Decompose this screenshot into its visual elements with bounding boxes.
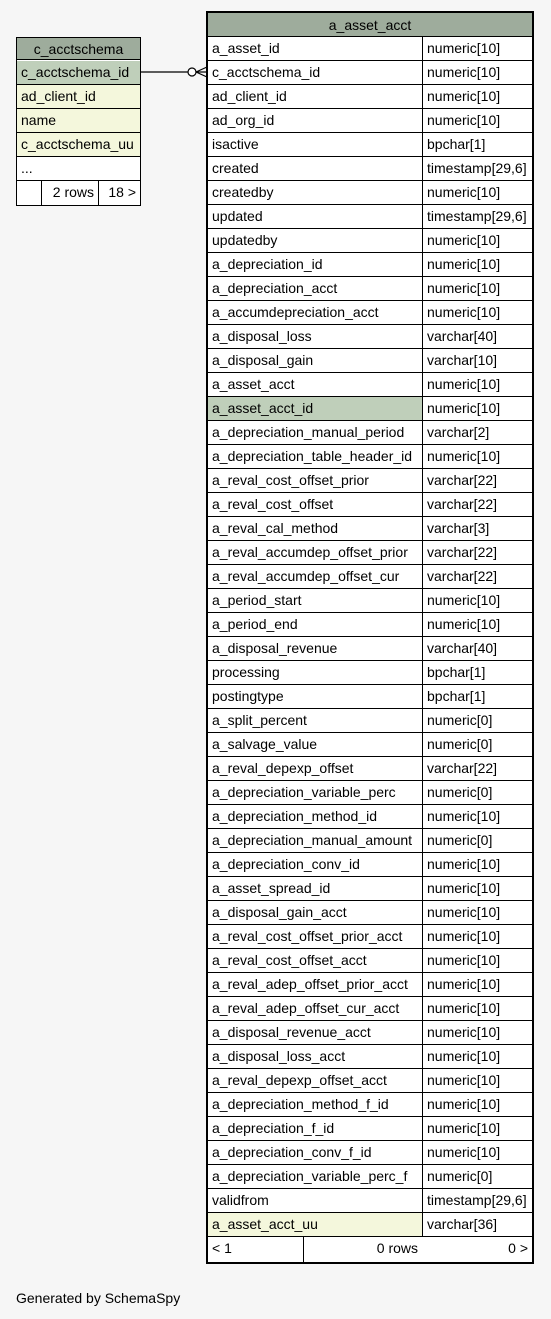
column-type: varchar[22]: [427, 760, 498, 776]
column-type: numeric[10]: [427, 904, 501, 920]
column-name: a_depreciation_f_id: [208, 1117, 423, 1140]
column-name: processing: [208, 661, 423, 684]
column-name: name: [21, 112, 57, 128]
column-type: varchar[10]: [427, 352, 498, 368]
column-name: a_depreciation_acct: [208, 277, 423, 300]
column-row[interactable]: [17, 133, 140, 157]
column-type: numeric[10]: [427, 448, 501, 464]
column-name: a_depreciation_table_header_id: [208, 445, 423, 468]
column-name: a_asset_acct: [208, 373, 423, 396]
column-row[interactable]: [208, 733, 532, 757]
column-row[interactable]: [208, 805, 532, 829]
column-name: createdby: [208, 181, 423, 204]
column-name: a_reval_depexp_offset_acct: [208, 1069, 423, 1092]
column-name: a_depreciation_conv_f_id: [208, 1141, 423, 1164]
column-row[interactable]: [208, 493, 532, 517]
column-name: a_disposal_loss_acct: [208, 1045, 423, 1068]
column-row[interactable]: [208, 37, 532, 61]
column-name: a_depreciation_manual_amount: [208, 829, 423, 852]
column-name: created: [208, 157, 423, 180]
column-type: numeric[10]: [427, 88, 501, 104]
column-row[interactable]: [208, 349, 532, 373]
column-row[interactable]: [208, 1189, 532, 1213]
column-type: timestamp[29,6]: [427, 208, 527, 224]
footer-blank: [17, 181, 42, 205]
column-type: varchar[40]: [427, 640, 498, 656]
generated-by-credit: Generated by SchemaSpy: [16, 1290, 181, 1306]
column-row[interactable]: [208, 1117, 532, 1141]
column-name: a_reval_cost_offset_prior: [208, 469, 423, 492]
column-row[interactable]: [208, 397, 532, 421]
column-row[interactable]: [208, 109, 532, 133]
footer-next-link[interactable]: 0 >: [508, 1240, 528, 1256]
column-name: a_reval_cost_offset_acct: [208, 949, 423, 972]
column-row[interactable]: [208, 685, 532, 709]
column-type: numeric[10]: [427, 64, 501, 80]
column-type: numeric[0]: [427, 832, 493, 848]
column-type: numeric[10]: [427, 616, 501, 632]
column-name: ad_client_id: [208, 85, 423, 108]
column-name: a_reval_depexp_offset: [208, 757, 423, 780]
column-type: numeric[0]: [427, 1168, 493, 1184]
column-name: a_depreciation_variable_perc_f: [208, 1165, 423, 1188]
column-type: bpchar[1]: [427, 688, 486, 704]
column-row[interactable]: [208, 1021, 532, 1045]
column-name: a_disposal_revenue: [208, 637, 423, 660]
column-type: numeric[10]: [427, 1120, 501, 1136]
column-row[interactable]: [208, 709, 532, 733]
column-row[interactable]: [208, 1213, 532, 1237]
column-row[interactable]: [208, 253, 532, 277]
column-type: numeric[10]: [427, 592, 501, 608]
column-type: numeric[10]: [427, 280, 501, 296]
column-name: a_depreciation_conv_id: [208, 853, 423, 876]
column-row[interactable]: [208, 661, 532, 685]
table-c-acctschema[interactable]: [16, 37, 141, 206]
column-type: numeric[10]: [427, 112, 501, 128]
column-row[interactable]: [208, 133, 532, 157]
column-row[interactable]: [208, 997, 532, 1021]
column-name: c_acctschema_id: [208, 61, 423, 84]
column-type: numeric[10]: [427, 1048, 501, 1064]
table-footer: [208, 1237, 532, 1262]
column-row[interactable]: [208, 973, 532, 997]
column-type: numeric[10]: [427, 1000, 501, 1016]
column-type: numeric[10]: [427, 808, 501, 824]
column-type: numeric[0]: [427, 736, 493, 752]
column-row[interactable]: [208, 229, 532, 253]
column-type: varchar[22]: [427, 568, 498, 584]
edge-optional-circle: [188, 68, 196, 76]
column-name: a_depreciation_id: [208, 253, 423, 276]
column-name: updatedby: [208, 229, 423, 252]
column-name: a_depreciation_manual_period: [208, 421, 423, 444]
column-type: numeric[10]: [427, 232, 501, 248]
column-name: ad_org_id: [208, 109, 423, 132]
column-type: numeric[0]: [427, 712, 493, 728]
column-row[interactable]: [208, 877, 532, 901]
column-row[interactable]: [208, 85, 532, 109]
column-type: bpchar[1]: [427, 664, 486, 680]
column-row[interactable]: [208, 1093, 532, 1117]
column-type: varchar[40]: [427, 328, 498, 344]
column-name: validfrom: [208, 1189, 423, 1212]
column-row[interactable]: [208, 181, 532, 205]
column-name: a_disposal_revenue_acct: [208, 1021, 423, 1044]
column-row[interactable]: [208, 277, 532, 301]
footer-next-link[interactable]: 18 >: [108, 184, 136, 200]
column-name: a_depreciation_variable_perc: [208, 781, 423, 804]
footer-rows: 2 rows: [42, 181, 99, 205]
column-name: a_depreciation_method_id: [208, 805, 423, 828]
column-row[interactable]: [208, 205, 532, 229]
column-type: numeric[10]: [427, 976, 501, 992]
column-name: postingtype: [208, 685, 423, 708]
column-row[interactable]: [208, 373, 532, 397]
column-row[interactable]: [208, 925, 532, 949]
column-type: varchar[22]: [427, 496, 498, 512]
column-row[interactable]: [208, 901, 532, 925]
column-row[interactable]: [208, 541, 532, 565]
column-name: isactive: [208, 133, 423, 156]
column-row[interactable]: [208, 1045, 532, 1069]
table-footer: [17, 181, 140, 205]
column-type: numeric[10]: [427, 856, 501, 872]
column-name: c_acctschema_uu: [21, 136, 134, 152]
column-name: a_accumdepreciation_acct: [208, 301, 423, 324]
column-row[interactable]: [208, 325, 532, 349]
column-type: numeric[10]: [427, 952, 501, 968]
column-type: bpchar[1]: [427, 136, 486, 152]
column-type: varchar[3]: [427, 520, 490, 536]
column-row[interactable]: [208, 565, 532, 589]
column-row[interactable]: [208, 157, 532, 181]
column-name: a_reval_adep_offset_cur_acct: [208, 997, 423, 1020]
column-name: a_depreciation_method_f_id: [208, 1093, 423, 1116]
column-row[interactable]: [208, 445, 532, 469]
column-type: numeric[10]: [427, 400, 501, 416]
column-type: varchar[22]: [427, 472, 498, 488]
column-name: a_period_end: [208, 613, 423, 636]
column-type: varchar[2]: [427, 424, 490, 440]
table-title[interactable]: c_acctschema: [17, 38, 140, 60]
column-name: ...: [21, 160, 33, 176]
column-row[interactable]: [208, 853, 532, 877]
column-type: numeric[10]: [427, 376, 501, 392]
column-row[interactable]: [208, 1069, 532, 1093]
column-name: a_reval_cal_method: [208, 517, 423, 540]
column-name: a_reval_accumdep_offset_prior: [208, 541, 423, 564]
column-name: a_asset_acct_uu: [208, 1213, 423, 1236]
column-row[interactable]: [208, 301, 532, 325]
column-type: numeric[10]: [427, 184, 501, 200]
column-name: a_asset_spread_id: [208, 877, 423, 900]
column-name: a_asset_acct_id: [208, 397, 423, 420]
column-row[interactable]: [208, 589, 532, 613]
column-type: numeric[10]: [427, 256, 501, 272]
column-name: updated: [208, 205, 423, 228]
table-title[interactable]: a_asset_acct: [208, 13, 532, 37]
column-row[interactable]: [208, 1141, 532, 1165]
column-row[interactable]: [17, 61, 140, 85]
column-type: numeric[10]: [427, 1024, 501, 1040]
column-name: a_reval_accumdep_offset_cur: [208, 565, 423, 588]
column-type: numeric[10]: [427, 40, 501, 56]
column-type: varchar[22]: [427, 544, 498, 560]
column-row[interactable]: [208, 469, 532, 493]
column-type: timestamp[29,6]: [427, 1192, 527, 1208]
column-name: a_reval_adep_offset_prior_acct: [208, 973, 423, 996]
column-name: a_disposal_gain_acct: [208, 901, 423, 924]
column-type: numeric[10]: [427, 304, 501, 320]
footer-rows: 0 rows: [376, 1240, 418, 1256]
column-row[interactable]: [208, 829, 532, 853]
column-name: a_period_start: [208, 589, 423, 612]
table-a-asset-acct[interactable]: [206, 11, 534, 1264]
column-type: numeric[10]: [427, 928, 501, 944]
column-name: a_disposal_loss: [208, 325, 423, 348]
column-name: a_asset_id: [208, 37, 423, 60]
column-type: numeric[0]: [427, 784, 493, 800]
column-row[interactable]: [17, 85, 140, 109]
column-row[interactable]: [208, 949, 532, 973]
column-name: c_acctschema_id: [21, 64, 130, 80]
column-row[interactable]: [208, 613, 532, 637]
column-type: numeric[10]: [427, 1096, 501, 1112]
column-row[interactable]: [208, 421, 532, 445]
column-name: a_split_percent: [208, 709, 423, 732]
column-type: numeric[10]: [427, 1072, 501, 1088]
column-type: varchar[36]: [427, 1216, 498, 1232]
column-type: numeric[10]: [427, 1144, 501, 1160]
column-name: a_reval_cost_offset_prior_acct: [208, 925, 423, 948]
column-row[interactable]: [208, 757, 532, 781]
column-type: numeric[10]: [427, 880, 501, 896]
column-name: ad_client_id: [21, 88, 96, 104]
column-row[interactable]: [208, 517, 532, 541]
column-row[interactable]: [208, 61, 532, 85]
column-type: timestamp[29,6]: [427, 160, 527, 176]
column-row[interactable]: [208, 1165, 532, 1189]
column-row[interactable]: [17, 157, 140, 181]
column-row[interactable]: [208, 781, 532, 805]
column-row[interactable]: [208, 637, 532, 661]
footer-prev-link[interactable]: < 1: [208, 1237, 304, 1262]
column-name: a_reval_cost_offset: [208, 493, 423, 516]
column-name: a_salvage_value: [208, 733, 423, 756]
column-row[interactable]: [17, 109, 140, 133]
column-name: a_disposal_gain: [208, 349, 423, 372]
